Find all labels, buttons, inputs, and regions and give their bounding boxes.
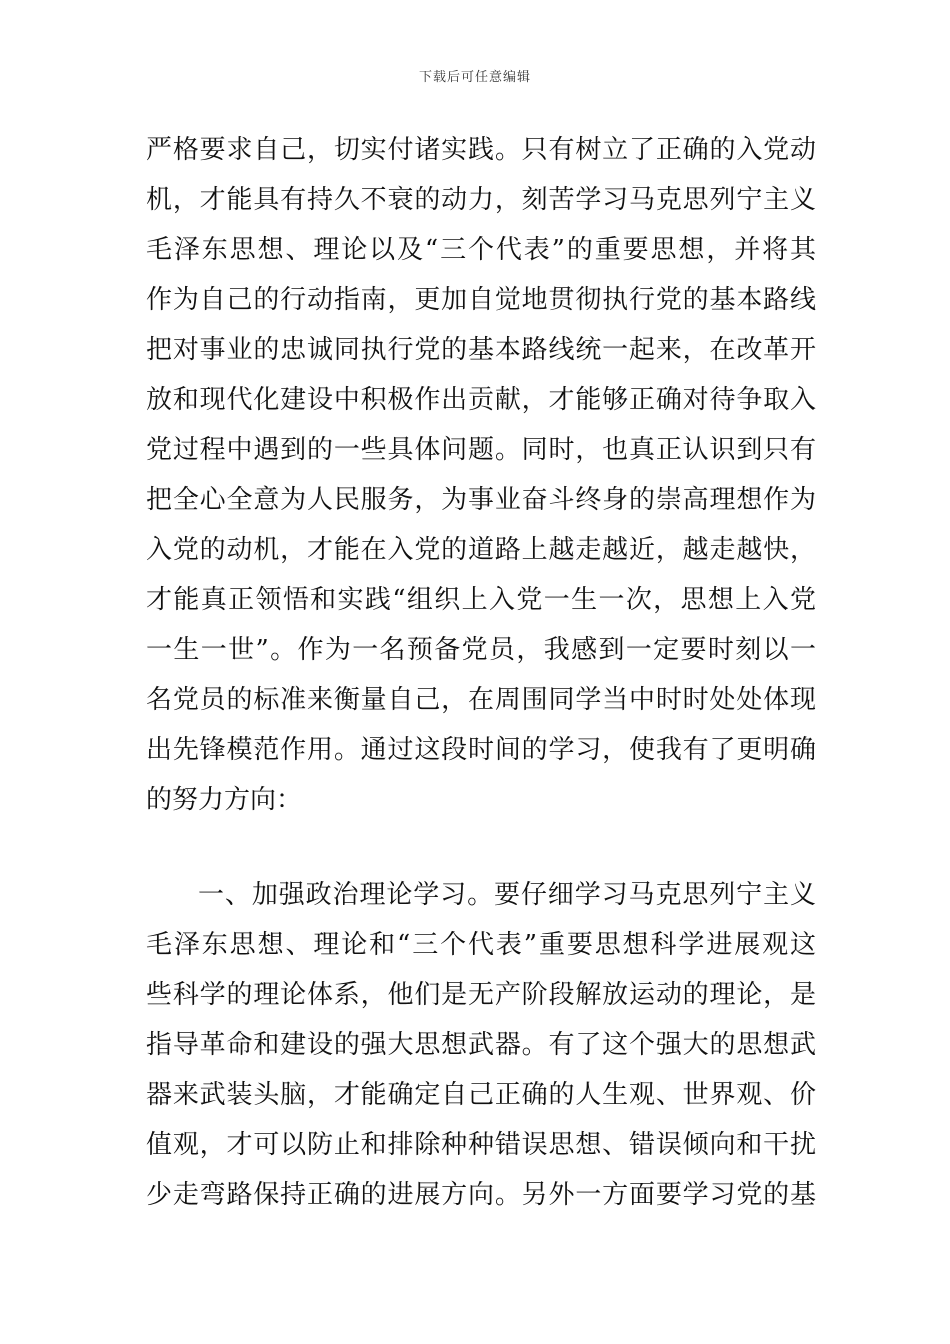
text-line: 一、加强政治理论学习。要仔细学习马克思列宁主义: [198, 880, 816, 910]
text-line: 的努力方向：: [146, 785, 303, 815]
text-line: 毛泽东思想、理论和“三个代表”重要思想科学进展观这: [146, 930, 816, 960]
text-line: 作为自己的行动指南，更加自觉地贯彻执行党的基本路线: [146, 285, 816, 315]
text-line: 把全心全意为人民服务，为事业奋斗终身的崇高理想作为: [146, 485, 816, 515]
text-line: 放和现代化建设中积极作出贡献，才能够正确对待争取入: [146, 385, 816, 415]
text-line: 一生一世”。作为一名预备党员，我感到一定要时刻以一: [146, 635, 816, 665]
text-line: 才能真正领悟和实践“组织上入党一生一次，思想上入党: [146, 585, 816, 615]
text-line: 器来武装头脑，才能确定自己正确的人生观、世界观、价: [146, 1080, 816, 1110]
paragraph-2: [146, 870, 816, 1220]
text-line: 严格要求自己，切实付诸实践。只有树立了正确的入党动: [146, 135, 816, 165]
text-line: 名党员的标准来衡量自己，在周围同学当中时时处处体现: [146, 685, 816, 715]
page-header: 下载后可任意编辑: [418, 70, 531, 85]
text-line: 入党的动机，才能在入党的道路上越走越近，越走越快，: [146, 535, 816, 565]
text-line: 出先锋模范作用。通过这段时间的学习，使我有了更明确: [146, 735, 816, 765]
text-line: 把对事业的忠诚同执行党的基本路线统一起来，在改革开: [146, 335, 816, 365]
text-line: 机，才能具有持久不衰的动力，刻苦学习马克思列宁主义: [146, 185, 816, 215]
text-line: 党过程中遇到的一些具体问题。同时，也真正认识到只有: [146, 435, 816, 465]
text-line: 指导革命和建设的强大思想武器。有了这个强大的思想武: [146, 1030, 816, 1060]
text-line: 些科学的理论体系，他们是无产阶段解放运动的理论，是: [146, 980, 816, 1010]
text-line: 毛泽东思想、理论以及“三个代表”的重要思想，并将其: [146, 235, 816, 265]
text-line: 少走弯路保持正确的进展方向。另外一方面要学习党的基: [146, 1180, 816, 1210]
paragraph-1: [146, 125, 816, 825]
text-line: 值观，才可以防止和排除种种错误思想、错误倾向和干扰: [146, 1130, 816, 1160]
